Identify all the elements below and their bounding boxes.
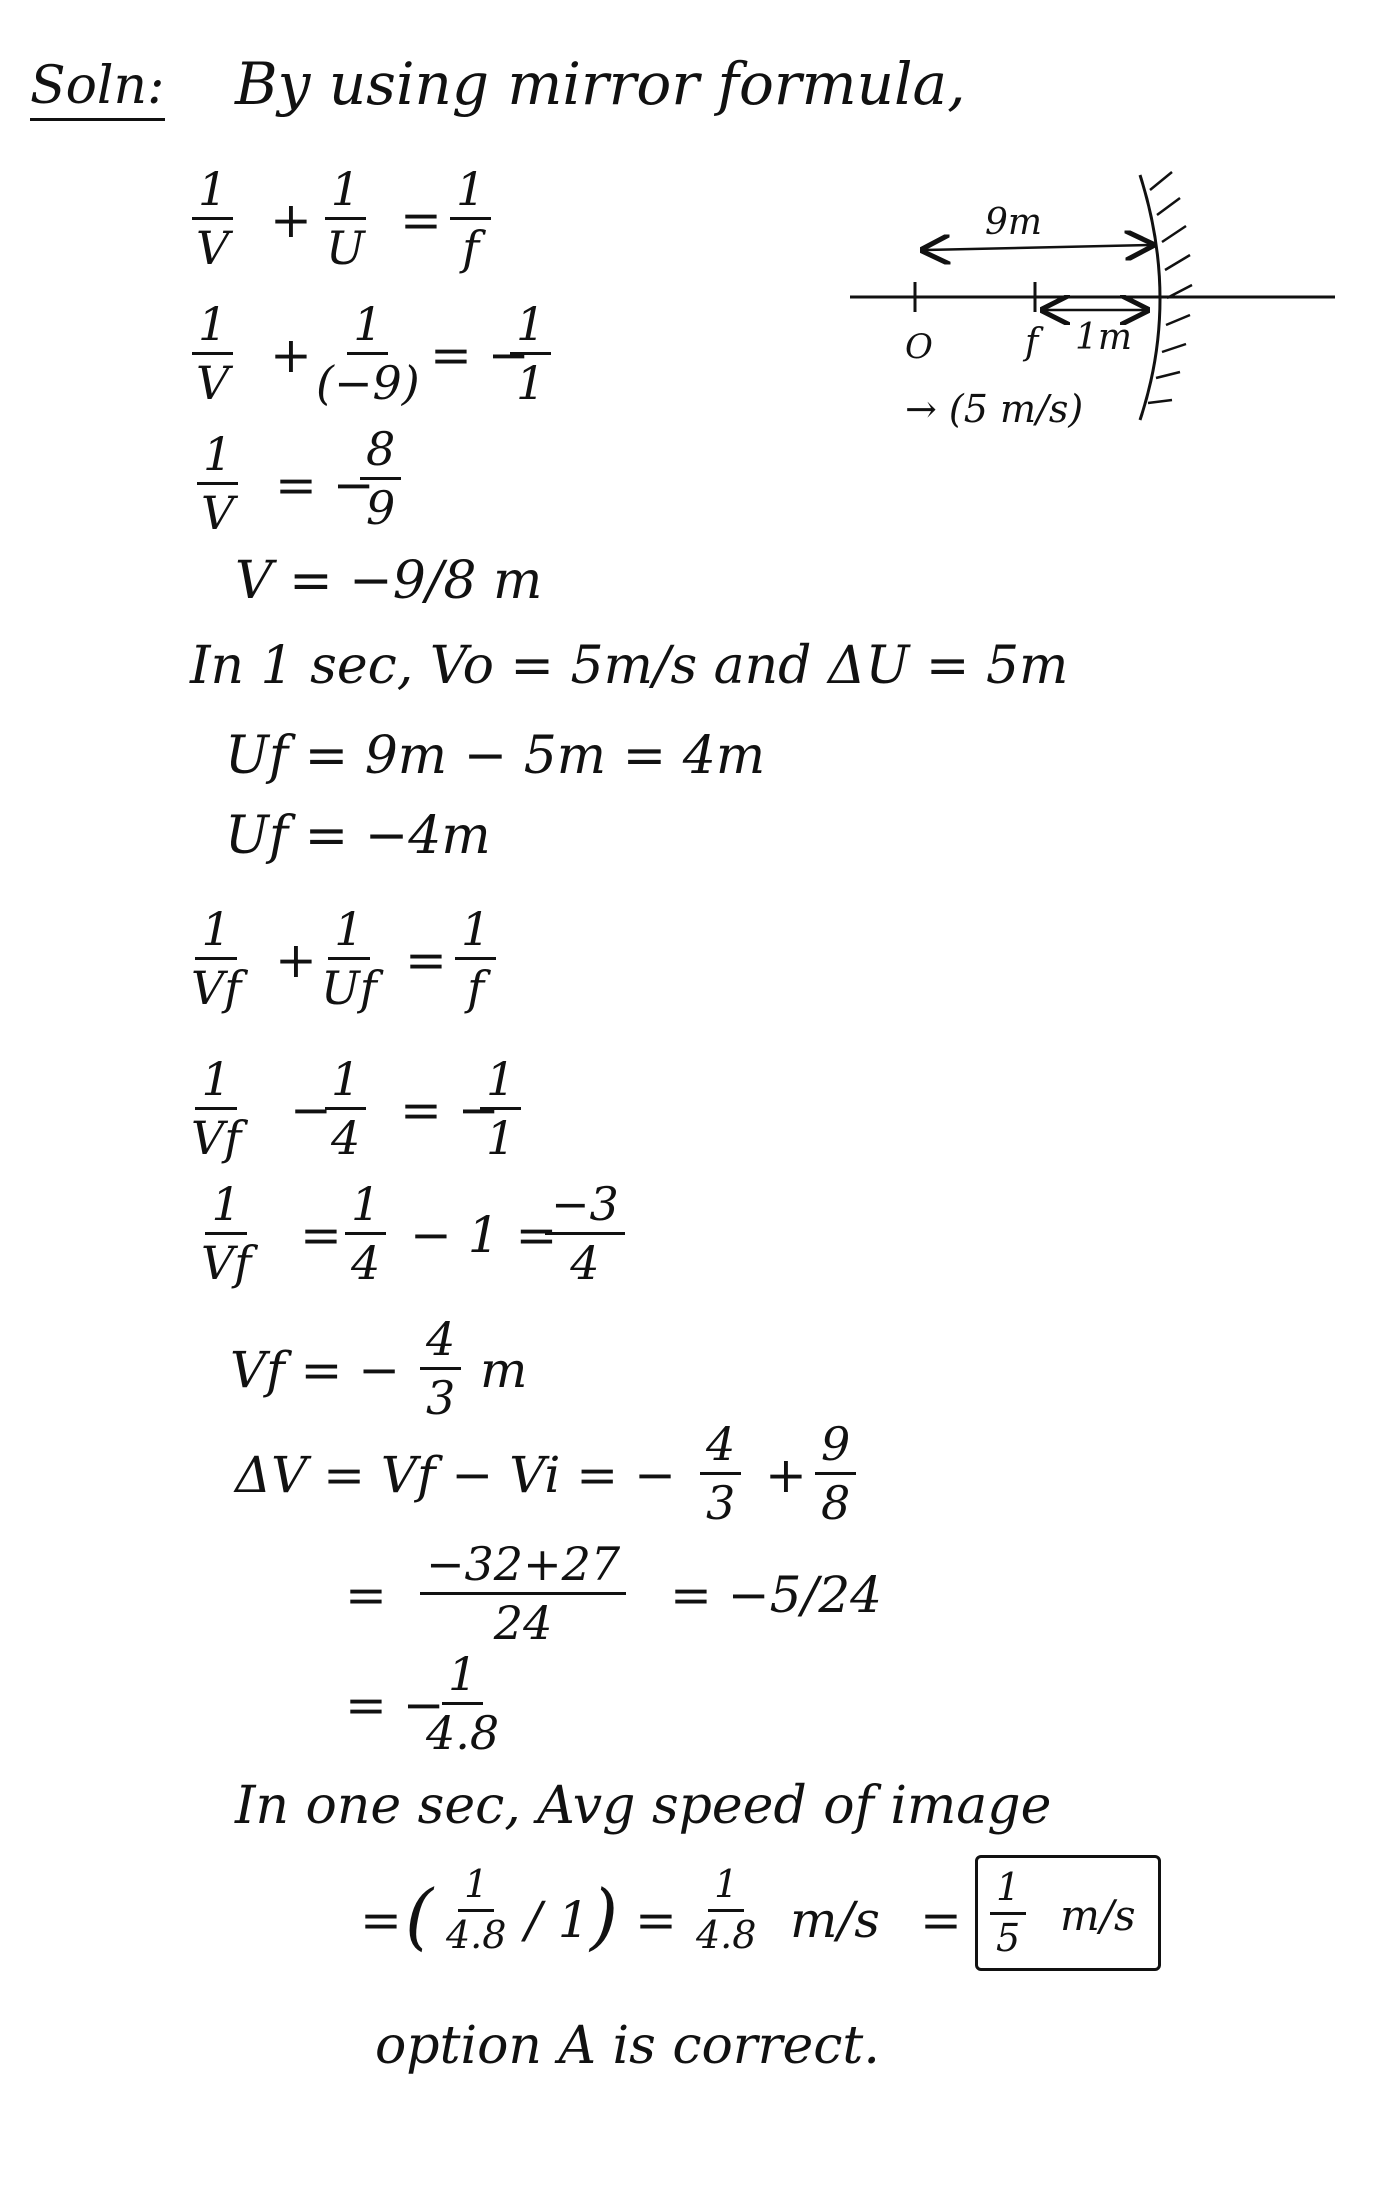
label-1m: 1m — [1075, 317, 1133, 358]
label-9m: 9m — [985, 202, 1043, 243]
result-v: V = −9/8 m — [235, 551, 543, 611]
uf-magnitude-line: Uf = 9m − 5m = 4m — [225, 726, 766, 786]
label-f: f — [1025, 322, 1039, 363]
distance-arrow-9m — [925, 245, 1150, 250]
conclusion-text: option A is correct. — [375, 2016, 880, 2076]
label-speed: → (5 m/s) — [905, 387, 1084, 431]
solution-label: Soln: — [30, 60, 165, 112]
uf-sign-line: Uf = −4m — [225, 806, 491, 866]
intro-text: By using mirror formula, — [235, 50, 966, 118]
label-o: O — [905, 327, 933, 367]
time-step-line: In 1 sec, Vo = 5m/s and ΔU = 5m — [190, 636, 1069, 696]
avg-speed-line: In one sec, Avg speed of image — [235, 1776, 1052, 1836]
